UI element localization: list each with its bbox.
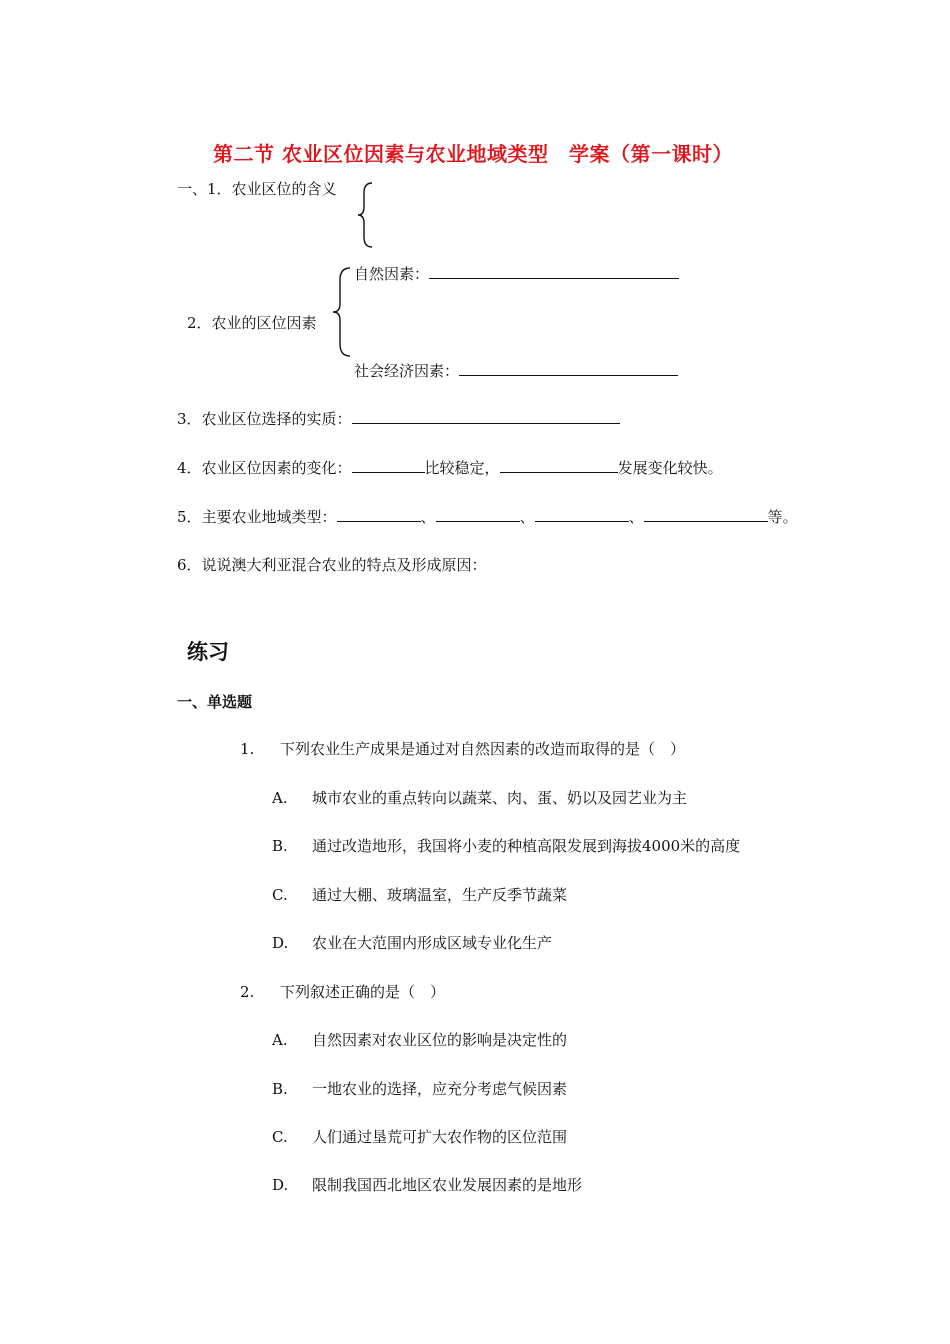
option-label: A. xyxy=(272,1031,288,1049)
option-text: 限制我国西北地区农业发展因素的是地形 xyxy=(312,1176,583,1194)
item3-label: 3．农业区位选择的实质： xyxy=(177,410,352,428)
question-text: 下列叙述正确的是（ ） xyxy=(280,983,446,1001)
item1-label: 一、1．农业区位的含义 xyxy=(177,180,337,198)
item5-prefix: 5．主要农业地域类型： xyxy=(177,508,337,526)
option-text: 自然因素对农业区位的影响是决定性的 xyxy=(312,1031,568,1049)
question-number: 1. xyxy=(240,740,255,758)
social-factors-label: 社会经济因素： xyxy=(354,362,460,380)
option-text: 一地农业的选择，应充分考虑气候因素 xyxy=(312,1080,568,1098)
practice-heading: 练习 xyxy=(187,640,229,664)
option-text: 农业在大范围内形成区域专业化生产 xyxy=(312,934,553,952)
item5-blank-3[interactable] xyxy=(535,506,629,522)
option-label: D. xyxy=(272,934,289,952)
option-text: 城市农业的重点转向以蔬菜、肉、蛋、奶以及园艺业为主 xyxy=(312,789,688,807)
item6-label: 6．说说澳大利亚混合农业的特点及形成原因： xyxy=(177,556,487,574)
option-text: 通过改造地形，我国将小麦的种植高限发展到海拔4000米的高度 xyxy=(312,837,741,855)
single-choice-heading: 一、单选题 xyxy=(177,693,253,711)
item5-sep: 、 xyxy=(420,508,436,526)
item4-suffix: 发展变化较快。 xyxy=(617,459,723,477)
option-label: A. xyxy=(272,789,288,807)
item3-row xyxy=(177,408,620,429)
option-text: 人们通过垦荒可扩大农作物的区位范围 xyxy=(312,1128,568,1146)
brace-item1 xyxy=(356,181,376,249)
item5-blank-4[interactable] xyxy=(644,506,768,522)
question-1 xyxy=(240,738,685,759)
natural-factors-label: 自然因素： xyxy=(354,265,430,283)
item4-row xyxy=(177,457,723,478)
item3-blank[interactable] xyxy=(352,408,620,424)
q2-option-d[interactable] xyxy=(272,1174,582,1195)
item4-blank-changing[interactable] xyxy=(500,457,618,473)
question-2 xyxy=(240,981,445,1002)
item5-blank-2[interactable] xyxy=(436,506,520,522)
q1-option-a[interactable] xyxy=(272,787,687,808)
question-number: 2. xyxy=(240,983,255,1001)
question-text: 下列农业生产成果是通过对自然因素的改造而取得的是（ ） xyxy=(280,740,686,758)
item4-blank-stable[interactable] xyxy=(352,457,425,473)
item4-prefix: 4．农业区位因素的变化： xyxy=(177,459,352,477)
item2-label: 2．农业的区位因素 xyxy=(187,314,317,332)
q2-option-b[interactable] xyxy=(272,1078,567,1099)
natural-factors-blank[interactable] xyxy=(429,263,679,279)
q1-option-c[interactable] xyxy=(272,884,567,905)
q1-option-b[interactable] xyxy=(272,835,740,856)
option-label: B. xyxy=(272,1080,288,1098)
item5-sep: 、 xyxy=(628,508,644,526)
option-label: B. xyxy=(272,837,288,855)
social-factors-blank[interactable] xyxy=(459,360,678,376)
q2-option-c[interactable] xyxy=(272,1126,567,1147)
option-text: 通过大棚、玻璃温室，生产反季节蔬菜 xyxy=(312,886,568,904)
q1-option-d[interactable] xyxy=(272,932,552,953)
option-label: C. xyxy=(272,1128,288,1146)
item5-blank-1[interactable] xyxy=(337,506,421,522)
social-factors-row xyxy=(354,360,678,381)
item5-row xyxy=(177,506,798,527)
item4-mid: 比较稳定， xyxy=(424,459,500,477)
option-label: C. xyxy=(272,886,288,904)
page-title: 第二节 农业区位因素与农业地域类型 学案（第一课时） xyxy=(213,142,733,166)
q2-option-a[interactable] xyxy=(272,1029,567,1050)
natural-factors-row xyxy=(354,263,679,284)
option-label: D. xyxy=(272,1176,289,1194)
item5-sep: 、 xyxy=(519,508,535,526)
item5-suffix: 等。 xyxy=(767,508,798,526)
brace-item2 xyxy=(330,266,352,358)
